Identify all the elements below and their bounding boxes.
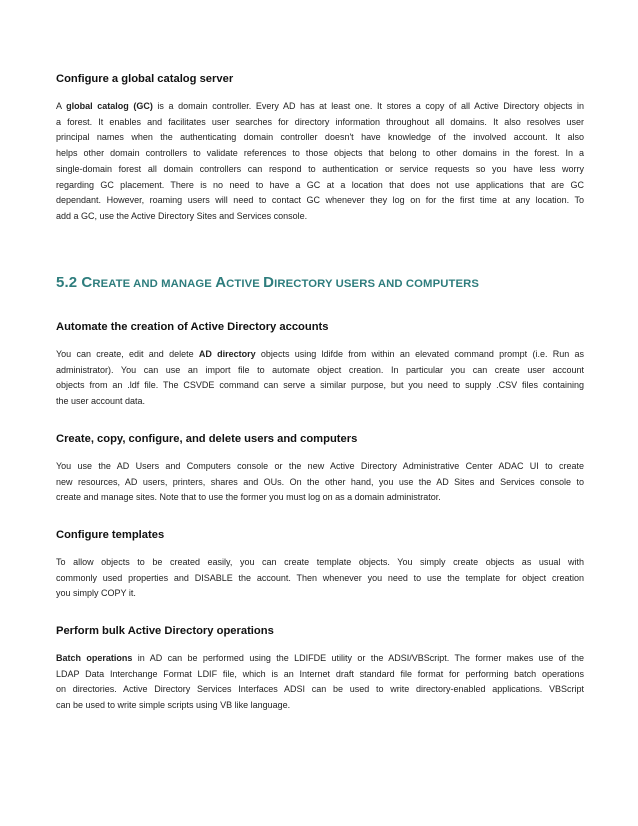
- line-text: can be used to write simple scripts using VB like language.: [56, 700, 291, 711]
- paragraph-templates: [56, 555, 584, 602]
- title-capital: D: [263, 274, 275, 291]
- line-text: administrator). You can use an import file to automate object creation. In particular you can create user account: [56, 364, 584, 375]
- line-text: the user account data.: [56, 396, 146, 407]
- chapter-number: 5.2: [56, 274, 82, 291]
- line-text: single-domain forest all domain controllers can respond to authentication or service requests so you have less worry: [56, 163, 584, 174]
- line-text: is a domain controller. Every AD has at least one. It stores a copy of all Active Directory objects in: [152, 101, 584, 111]
- line-text: objects from an .ldf file. The CSVDE command can serve a similar purpose, but you need to supply .CSV files containing: [56, 380, 584, 391]
- text-line: [56, 555, 584, 571]
- text-line: [56, 146, 584, 162]
- title-small-caps: IRECTORY USERS AND COMPUTERS: [274, 278, 479, 290]
- text-line: [56, 162, 584, 178]
- title-small-caps: REATE AND MANAGE: [92, 278, 216, 290]
- text-line: [56, 698, 584, 714]
- text-line: [56, 571, 584, 587]
- line-text: objects using ldifde from within an elevated command prompt (i.e. Run as: [255, 349, 584, 359]
- line-text: helps other domain controllers to validate references to those objects that belong to other domains in the forest. In a: [56, 148, 584, 159]
- line-text: regarding GC placement. There is no need to have a GC at a location that does not use applications that are GC: [56, 179, 584, 190]
- line-text: You can create, edit and delete: [56, 349, 199, 359]
- heading-users-computers: Create, copy, configure, and delete users and computers: [56, 433, 358, 445]
- text-line: [56, 459, 584, 475]
- paragraph-global-catalog: [56, 99, 584, 225]
- line-text: a forest. It enables and facilitates user searches for directory information throughout all domains. It also resolves user: [56, 116, 584, 127]
- bold-term: Batch operations: [56, 653, 133, 663]
- text-line: [56, 99, 584, 115]
- text-line: [56, 475, 584, 491]
- title-small-caps: CTIVE: [226, 278, 264, 290]
- chapter-title: [81, 274, 479, 291]
- line-text: dependant. However, roaming users will need to contact GC whenever they log on for the first time at any location. To: [56, 195, 584, 206]
- text-line: [56, 490, 584, 506]
- line-text: principal names when the authenticating domain controller doesn't have knowledge of the involved account. It also: [56, 132, 584, 143]
- text-line: [56, 178, 584, 194]
- title-capital: C: [81, 274, 93, 291]
- text-line: [56, 130, 584, 146]
- heading-templates: Configure templates: [56, 529, 165, 541]
- line-text: on directories. Active Directory Services Interfaces ADSI can be used to write directory-enabled applications. VBScript: [56, 684, 584, 695]
- text-line: [56, 394, 584, 410]
- text-line: [56, 682, 584, 698]
- text-line: [56, 347, 584, 363]
- text-line: [56, 651, 584, 667]
- line-text: A: [56, 101, 67, 111]
- text-line: [56, 667, 584, 683]
- line-text: add a GC, use the Active Directory Sites and Services console.: [56, 210, 308, 221]
- line-text: you simply COPY it.: [56, 588, 136, 599]
- title-capital: A: [215, 274, 227, 291]
- line-text: create and manage sites. Note that to use the former you must log on as a domain administrator.: [56, 492, 441, 503]
- paragraph-users-computers: [56, 459, 584, 506]
- text-line: [56, 378, 584, 394]
- heading-automate-accounts: Automate the creation of Active Directory accounts: [56, 321, 329, 333]
- line-text: new resources, AD users, printers, shares and OUs. On the other hand, you use the AD Sites and Services console to: [56, 476, 584, 487]
- text-line: [56, 193, 584, 209]
- line-text: To allow objects to be created easily, you can create template objects. You simply create objects as usual with: [56, 557, 584, 567]
- line-text: commonly used properties and DISABLE the account. Then whenever you need to use the template for object creation: [56, 572, 584, 583]
- paragraph-bulk-operations: [56, 651, 584, 714]
- bold-term: AD directory: [198, 349, 256, 359]
- text-line: [56, 586, 584, 602]
- text-line: [56, 363, 584, 379]
- chapter-heading: [56, 274, 479, 291]
- text-line: [56, 209, 584, 225]
- line-text: in AD can be performed using the LDIFDE utility or the ADSI/VBScript. The former makes use of the: [132, 653, 584, 663]
- heading-bulk-operations: Perform bulk Active Directory operations: [56, 625, 274, 637]
- paragraph-automate-accounts: [56, 347, 584, 410]
- bold-term: global catalog (GC): [66, 101, 153, 111]
- line-text: LDAP Data Interchange Format LDIF file, which is an Internet draft standard file format for performing batch operations: [56, 668, 584, 679]
- heading-global-catalog: Configure a global catalog server: [56, 73, 234, 85]
- line-text: You use the AD Users and Computers console or the new Active Directory Administrative Center ADAC UI to create: [56, 461, 584, 471]
- text-line: [56, 115, 584, 131]
